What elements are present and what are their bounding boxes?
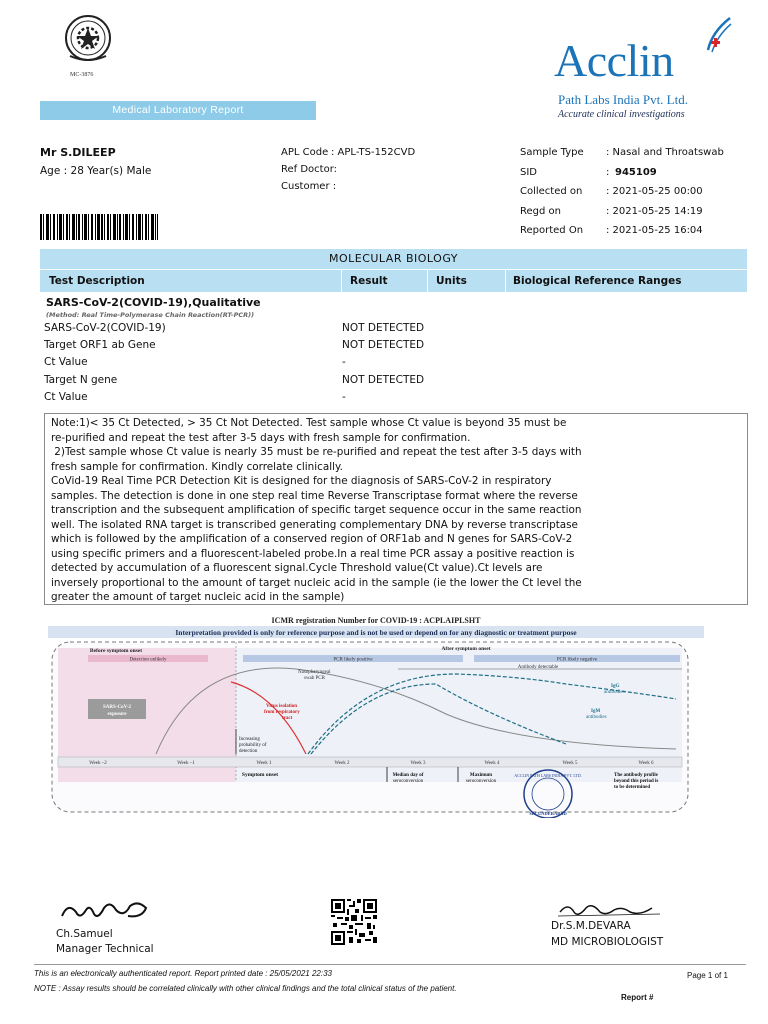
regd-label: Regd on bbox=[520, 206, 561, 217]
after-onset-label: After symptom onset bbox=[441, 646, 491, 652]
note-line: samples. The detection is done in one step real time Reverse Transcriptase format where the reverse bbox=[51, 489, 578, 502]
qr-code-image bbox=[331, 899, 377, 945]
week-label: Week –1 bbox=[177, 761, 195, 766]
test-method: (Method: Real Time-Polymerase Chain Reaction(RT-PCR)) bbox=[46, 311, 255, 319]
note-line: re-purified and repeat the test after 3-5 days with fresh sample for confirmation. bbox=[51, 431, 471, 444]
week-label: Week 2 bbox=[334, 761, 350, 766]
interpretation-note-box bbox=[44, 413, 748, 605]
lab-logo-tagline: Accurate clinical investigations bbox=[558, 109, 685, 120]
note-line: Note:1)< 35 Ct Detected, > 35 Ct Not Detected. Test sample whose Ct value is beyond 35 must be bbox=[51, 417, 567, 429]
sample-type-label: Sample Type bbox=[520, 147, 584, 158]
week-label: Week 3 bbox=[410, 761, 426, 766]
result-row-label: Ct Value bbox=[44, 391, 88, 403]
pcr-positive-label: PCR likely positive bbox=[333, 657, 373, 663]
sid-colon: : bbox=[606, 167, 610, 178]
igm-label-2: antibodies bbox=[586, 715, 607, 720]
note-line: inversely proportional to the amount of target nucleic acid in the sample (ie the lower the Ct level the bbox=[51, 576, 582, 589]
col-test-description: Test Description bbox=[49, 275, 145, 287]
collected-value: : 2021-05-25 00:00 bbox=[606, 186, 703, 197]
median-label-1: Median day of bbox=[392, 773, 424, 778]
signatory-left-name: Ch.Samuel bbox=[56, 928, 113, 940]
increasing-label-3: detection bbox=[239, 749, 258, 754]
signature-left-image bbox=[58, 896, 154, 926]
signatory-left-title: Manager Technical bbox=[56, 943, 154, 955]
note-line: well. The isolated RNA target is transcribed generating complementary DNA by reverse transcriptase bbox=[51, 518, 578, 531]
icmr-registration-text: ICMR registration Number for COVID-19 : ACPLAIPLSHT bbox=[271, 616, 481, 625]
col-units: Units bbox=[436, 275, 467, 287]
footer-divider bbox=[34, 964, 746, 965]
increasing-label-2: probability of bbox=[239, 743, 267, 748]
seal-caption: MC-3876 bbox=[70, 72, 94, 78]
profile-label-2: beyond this period is bbox=[614, 779, 659, 784]
note-line: fresh sample for confirmation. Kindly correlate clinically. bbox=[51, 460, 343, 473]
report-number-label: Report # bbox=[621, 993, 654, 1002]
logo-swoosh-icon bbox=[704, 14, 732, 54]
covid-test-timeline-figure bbox=[46, 614, 706, 818]
igg-label-2: antibodies bbox=[604, 690, 625, 695]
signatory-right-title: MD MICROBIOLOGIST bbox=[551, 936, 664, 948]
profile-label-3: to be determined bbox=[614, 785, 651, 790]
igm-label-1: IgM bbox=[591, 709, 601, 714]
results-table-header bbox=[40, 270, 747, 292]
before-onset-label: Before symptom onset bbox=[89, 648, 143, 654]
virus-label-3: tract bbox=[282, 716, 293, 721]
result-row-value: NOT DETECTED bbox=[342, 322, 425, 334]
test-name: SARS-CoV-2(COVID-19),Qualitative bbox=[46, 296, 261, 309]
customer-label: Customer : bbox=[281, 181, 337, 192]
lab-logo-subtitle: Path Labs India Pvt. Ltd. bbox=[558, 92, 688, 107]
result-row-value: - bbox=[342, 391, 346, 403]
note-line: detected by accumulation of a fluorescent signal.Cycle Threshold value(Ct value).Ct levels are bbox=[51, 562, 543, 574]
collected-label: Collected on bbox=[520, 186, 583, 197]
igg-label-1: IgG bbox=[611, 684, 620, 689]
footer-clinical-note: NOTE : Assay results should be correlated clinically with other clinical findings and the total clinical status of the patient. bbox=[34, 984, 457, 993]
symptom-onset-label: Symptom onset bbox=[241, 772, 279, 778]
note-line: using specific primers and a fluorescent-labeled probe.In a real time PCR assay a positive reaction is bbox=[51, 547, 575, 560]
result-row-label: SARS-CoV-2(COVID-19) bbox=[44, 322, 166, 334]
exposure-label-2: exposure bbox=[107, 712, 127, 717]
note-line: transcription and the subsequent amplification of specific target sequence occur in the same reaction bbox=[51, 504, 582, 516]
max-label-2: seroconversion bbox=[465, 779, 497, 784]
virus-label-2: from respiratory bbox=[264, 710, 300, 715]
regd-value: : 2021-05-25 14:19 bbox=[606, 206, 703, 217]
stamp-top-text: ACCLIN PATH LABS INDIA PVT. LTD. bbox=[514, 773, 582, 778]
result-row-value: NOT DETECTED bbox=[342, 339, 425, 351]
patient-name: Mr S.DILEEP bbox=[40, 146, 116, 159]
week-label: Week 6 bbox=[638, 761, 654, 766]
reported-label: Reported On bbox=[520, 225, 584, 236]
result-row-label: Target N gene bbox=[44, 374, 118, 386]
lab-logo-name: Acclin bbox=[554, 35, 674, 86]
week-label: Week 5 bbox=[562, 761, 578, 766]
section-title-molecular-biology: MOLECULAR BIOLOGY bbox=[40, 249, 747, 269]
ref-doctor-label: Ref Doctor: bbox=[281, 164, 338, 175]
apl-code-label: APL Code bbox=[281, 147, 329, 158]
note-line: which is followed by the amplification of a conserved region of ORF1ab and N genes for SARS-CoV-2 bbox=[51, 533, 573, 545]
detection-unlikely-label: Detection unlikely bbox=[129, 657, 167, 663]
note-line: greater the amount of target nucleic acid in the sample) bbox=[51, 591, 345, 603]
antibody-detectable-label: Antibody detectable bbox=[517, 665, 559, 670]
pcr-negative-label: PCR likely negative bbox=[556, 657, 598, 663]
sample-type-value: : Nasal and Throatswab bbox=[606, 147, 724, 158]
profile-label-1: The antibody profile bbox=[614, 773, 658, 778]
result-row-label: Target ORF1 ab Gene bbox=[44, 339, 156, 351]
interpretation-disclaimer: Interpretation provided is only for reference purpose and is not be used or depend on for any diagnostic or treatment purpose bbox=[175, 628, 577, 637]
week-label: Week 1 bbox=[256, 761, 272, 766]
col-reference-ranges: Biological Reference Ranges bbox=[513, 275, 682, 287]
result-row-value: - bbox=[342, 356, 346, 368]
report-type-banner: Medical Laboratory Report bbox=[40, 101, 316, 120]
col-result: Result bbox=[350, 275, 388, 287]
reported-value: : 2021-05-25 16:04 bbox=[606, 225, 703, 236]
signatory-right-name: Dr.S.M.DEVARA bbox=[551, 920, 631, 932]
barcode-image bbox=[40, 214, 158, 240]
naso-label-1: Nasopharyngeal bbox=[298, 670, 331, 675]
page-number: Page 1 of 1 bbox=[687, 971, 728, 980]
week-label: Week –2 bbox=[89, 761, 107, 766]
increasing-label-1: Increasing bbox=[239, 737, 260, 742]
virus-label-1: Virus isolation bbox=[266, 704, 298, 709]
note-line: CoVid-19 Real Time PCR Detection Kit is designed for the diagnosis of SARS-CoV-2 in respiratory bbox=[51, 475, 552, 487]
result-row-label: Ct Value bbox=[44, 356, 88, 368]
naso-label-2: swab PCR bbox=[304, 676, 325, 681]
result-row-value: NOT DETECTED bbox=[342, 374, 425, 386]
week-label: Week 4 bbox=[484, 761, 500, 766]
signature-right-image bbox=[556, 898, 666, 922]
footer-authentication-note: This is an electronically authenticated report. Report printed date : 25/05/2021 22:33 bbox=[34, 969, 332, 978]
stamp-bottom-text: SECUNDERABAD bbox=[529, 811, 567, 816]
sid-label: SID bbox=[520, 167, 537, 178]
median-label-2: seroconversion bbox=[392, 779, 424, 784]
note-line: 2)Test sample whose Ct value is nearly 35 must be re-purified and repeat the test after 3-5 days with bbox=[51, 446, 582, 458]
apl-code-value: : APL-TS-152CVD bbox=[331, 147, 416, 158]
sid-value: 945109 bbox=[615, 167, 657, 178]
exposure-label-1: SARS-CoV-2 bbox=[103, 705, 131, 710]
max-label-1: Maximum bbox=[469, 773, 493, 778]
patient-age-sex: Age : 28 Year(s) Male bbox=[40, 165, 152, 177]
lab-seal-emblem bbox=[56, 12, 120, 64]
